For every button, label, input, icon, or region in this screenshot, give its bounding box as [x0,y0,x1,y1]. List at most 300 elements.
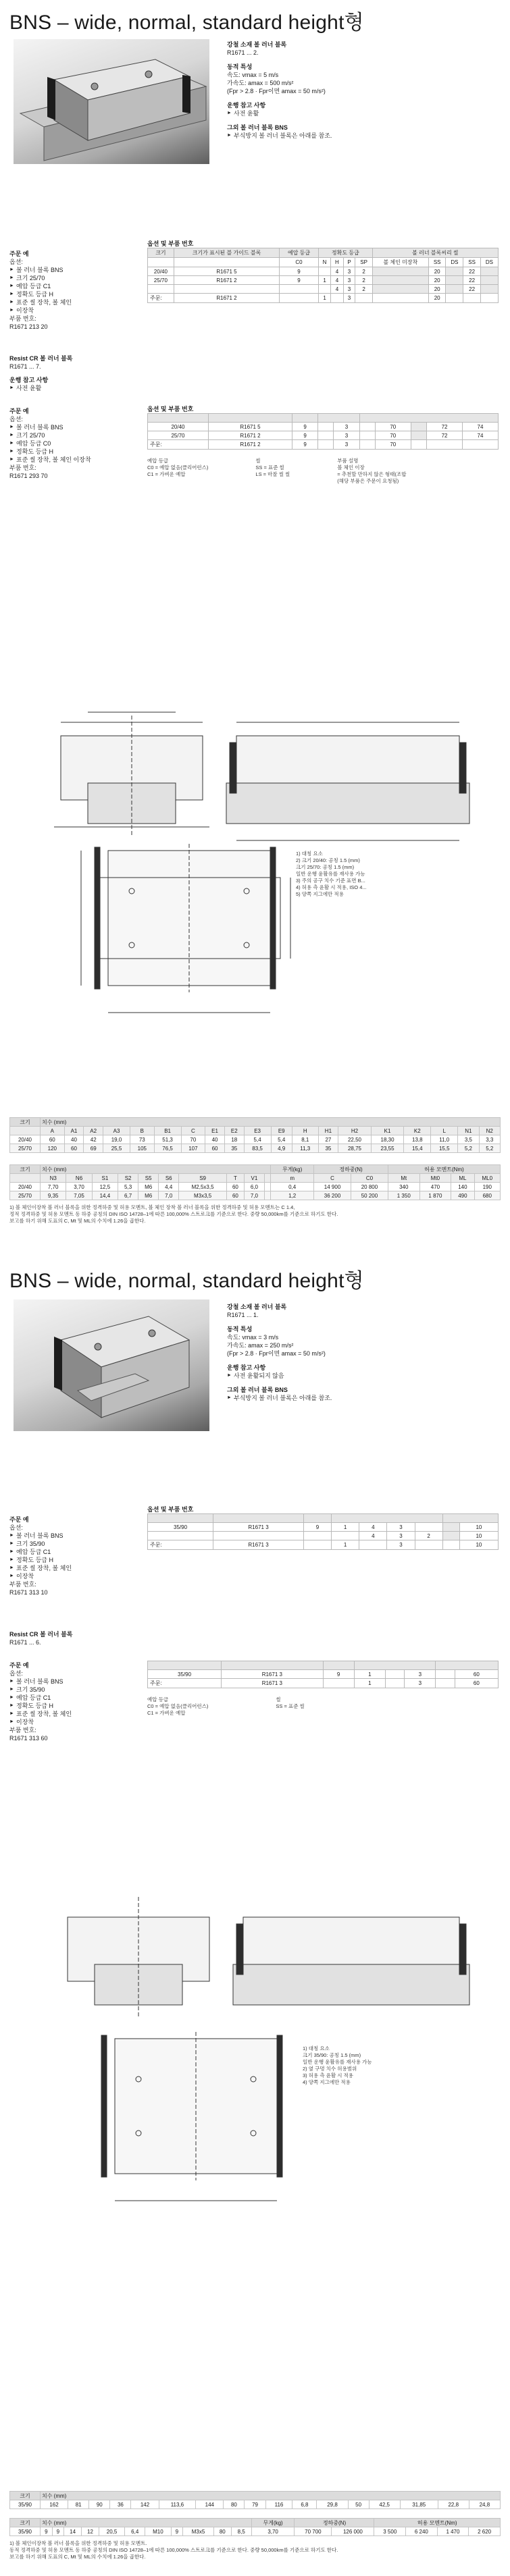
options-table-2 [147,1505,499,1550]
cell: 11,3 [292,1144,318,1153]
footnote: 동적 정격하중 및 허용 모멘트 동 하중 공칭의 DIN ISO 14728–1에 따른 100,000% 스트로크를 기준으로 한다. 중량 50,000km를 기준으로 하기도 한다. [9,2547,338,2553]
legend-title: 예압 등급 [147,458,169,464]
th: 크기 [10,1165,41,1174]
table-cell [264,1191,270,1200]
order-item: ► 볼 러너 블록 BNS [9,1532,131,1540]
cell: 12 [82,2527,99,2536]
table-cell [318,440,334,450]
table-cell [411,431,426,440]
dimension-table-1 [9,1117,501,1153]
cell: 3 [334,440,359,450]
table-cell [148,285,174,294]
cell: 470 [419,1183,451,1191]
cell: 22 [463,267,480,276]
order-item: ► 크기 35/90 [9,1686,145,1694]
cell: M6 [138,1191,159,1200]
table-cell: ML0 [474,1174,500,1183]
table-cell [480,276,498,285]
table-cell: N6 [66,1174,92,1183]
cell: 18,30 [371,1135,404,1144]
cell: 60 [226,1183,244,1191]
table-cell [213,1532,304,1540]
th: 치수 (mm) [41,1165,271,1174]
table-title: 옵션 및 부품 번호 [147,1506,194,1513]
table-cell [292,414,317,423]
cell: 3 [343,276,355,285]
note-line: 4) 양쪽 지그에만 적용 [303,2079,351,2085]
note-line: 4) 허용 측 윤활 시 적용, ISO 4... [296,884,367,890]
cell: 105 [130,1144,155,1153]
cell: 7,70 [41,1183,66,1191]
order-item: ► 정확도 등급 H [9,1702,145,1710]
cell: M3x5 [183,2527,214,2536]
cell: 19,0 [103,1135,130,1144]
cell: 9 [52,2527,64,2536]
table-cell: S6 [159,1174,179,1183]
cell: 3 [405,1679,436,1688]
order-item: ► 볼 러너 블록 BNS [9,266,131,274]
cell: 20 [428,267,445,276]
cell: 73 [130,1135,155,1144]
drawing-notes-2 [303,2045,438,2086]
table-cell [331,294,343,303]
cell: 3 [343,294,355,303]
th: 무게(kg) [251,2519,295,2527]
cell: 25/70 [148,276,174,285]
cell: R1671 3 [222,1679,323,1688]
legend-item: LS = 마찰 씰 씰 [255,471,290,477]
table-cell [280,285,319,294]
cell: R1671 3 [213,1540,304,1550]
table-cell: E1 [205,1127,225,1135]
cell: R1671 2 [174,294,279,303]
table-cell: H1 [318,1127,338,1135]
cell: 83,5 [244,1144,271,1153]
cell: 6,4 [125,2527,145,2536]
table-cell [148,414,209,423]
table-cell [222,1661,323,1670]
table-cell: N1 [458,1127,479,1135]
table-cell: E2 [224,1127,244,1135]
cell: 3,3 [479,1135,500,1144]
resist-title: Resist CR 볼 러너 블록 [9,355,73,362]
table-title: 옵션 및 부품 번호 [147,240,194,247]
cell: 3 [343,285,355,294]
cell: 140 [451,1183,474,1191]
table-cell: L [431,1127,458,1135]
table-cell [480,285,498,294]
legend-title: 씰 [255,458,261,464]
th: 크기 [10,1118,41,1127]
product-photo [14,39,209,164]
dyn-title: 동적 특성 [227,63,253,70]
legend-title: 예압 등급 [147,1696,169,1702]
note-line: 일반 운행 윤활유를 재사용 가능 [296,871,365,877]
cell: 1,2 [271,1191,314,1200]
cell: 1 [354,1679,385,1688]
cell: 22 [463,285,480,294]
cell: 35 [318,1144,338,1153]
legend-item: C1 = 가벼운 예압 [147,1710,186,1716]
cell: 60 [41,1135,65,1144]
th: 크기 [148,248,174,258]
cell: 주문: [148,294,174,303]
cell: 8,5 [231,2527,251,2536]
cell: 60 [64,1144,84,1153]
th: 볼 체인 미장착 [372,258,428,267]
resist-title: Resist CR 볼 러너 블록 [9,1631,73,1638]
resist-cr-block-2 [9,1630,145,1742]
th: C0 [280,258,319,267]
part-label: 부품 번호: [9,315,36,322]
table-cell [264,1183,270,1191]
order-item: ► 예압 등급 C1 [9,1548,131,1556]
cell: 2 [415,1532,442,1540]
options-table-1 [147,240,499,303]
cell: 1 [318,294,330,303]
cell: 5,2 [458,1144,479,1153]
order-item: ► 정확도 등급 H [9,448,145,456]
cell: 490 [451,1191,474,1200]
th: H [331,258,343,267]
options-label: 옵션: [9,1524,23,1531]
table-cell [359,414,498,423]
table-cell: C [314,1174,351,1183]
table-cell [213,1514,304,1523]
cell: 25,5 [103,1144,130,1153]
cell: 70 [375,440,411,450]
cell: 9 [303,1523,331,1532]
cell: 22,50 [338,1135,372,1144]
table-cell: K1 [371,1127,404,1135]
cr-title: 그외 볼 러너 블록 BNS [227,1387,288,1393]
note-line: 1) 대칭 요소 [303,2045,330,2051]
cell: 3 [405,1670,436,1679]
cr-title: 그외 볼 러너 블록 BNS [227,124,288,131]
note-line: 일반 운행 윤활유를 재사용 가능 [303,2059,372,2065]
options-table-2b [147,1661,499,1717]
table-cell [303,1514,331,1523]
resist-ref-item: ► 사전 윤활 [9,384,145,392]
spec-header-2 [227,1303,497,1402]
table-cell [436,1679,455,1688]
table-cell: A2 [84,1127,103,1135]
cell: 8,1 [292,1135,318,1144]
note-line: 크기 35/90: 공칭 1.5 (mm) [303,2052,361,2058]
cell: 주문: [148,1540,213,1550]
part-number: R1671 313 60 [9,1735,48,1742]
cell: 6 240 [406,2527,438,2536]
cell: 1 470 [437,2527,469,2536]
dyn-accel2: (Fpr > 2.8 · Fpr이면 amax = 50 m/s²) [227,1350,326,1357]
cell: 7,05 [66,1191,92,1200]
note-line: 크기 25/70: 공칭 1.5 (mm) [296,864,355,870]
cell: 4 [331,276,343,285]
cell: 20/40 [10,1183,41,1191]
table-cell [318,414,359,423]
cell: 4 [331,267,343,276]
dyn-accel: 가속도: amax = 500 m/s² [227,80,294,86]
cell: 42 [84,1135,103,1144]
cell: 20/40 [148,423,209,431]
note-line: 3) 허용 측 윤활 시 적용 [303,2072,354,2078]
cell: 3 [334,431,359,440]
table-cell: K2 [404,1127,431,1135]
table-cell [359,1540,387,1550]
table-cell [385,1679,404,1688]
drawing-notes [296,851,431,898]
cell: 1 [332,1540,359,1550]
order-example-2 [9,1515,131,1596]
page-title: BNS – wide, normal, standard height형 [9,11,364,34]
cell: R1671 3 [222,1670,323,1679]
th: 볼 러너 블록씨리 씰 [372,248,498,258]
cell: 18 [224,1135,244,1144]
order-item: ► 볼 러너 블록 BNS [9,423,145,431]
table-cell [442,1514,498,1523]
th: 크기가 표시된 블 가이드 블록 [174,248,279,258]
cell [436,1670,455,1679]
cell: 69 [84,1144,103,1153]
cell: 10 [459,1532,498,1540]
order-item: ► 예압 등급 C1 [9,282,131,290]
legend-item: SS = 표준 씰 [276,1703,305,1709]
cell: 126 000 [332,2527,374,2536]
table-cell [463,294,480,303]
cell: 74 [463,423,499,431]
table-cell [411,423,426,431]
part-label: 부품 번호: [9,1727,36,1734]
table-cell [332,1514,443,1523]
order-title: 주문 예 [9,1516,29,1523]
cell: 340 [388,1183,419,1191]
table-cell: H [292,1127,318,1135]
note-line: 2) 크기 20/40: 공칭 1.5 (mm) [296,857,360,863]
ref-title: 운행 참고 사항 [227,1364,266,1371]
ref-title: 운행 참고 사항 [227,102,266,109]
cell: 22,8 [438,2500,469,2509]
cell: 4 [359,1532,387,1540]
cell: 29,8 [317,2500,348,2509]
cell: 1 [354,1670,385,1679]
cell: 70 700 [295,2527,332,2536]
table-cell [148,1532,213,1540]
cell: 20/40 [10,1135,41,1144]
page-title-2: BNS – wide, normal, standard height형 [9,1270,364,1292]
cell: 3 [343,267,355,276]
block-part: R1671 ... 1. [227,1312,259,1318]
cell [415,1523,442,1532]
table-cell: A1 [64,1127,84,1135]
table-cell [446,276,463,285]
cr-item: ► 부식방지 볼 러너 블록은 아래를 참조. [227,132,497,140]
rail-block-illustration-2 [14,1299,209,1431]
cell [323,1679,354,1688]
cell: 36 200 [314,1191,351,1200]
cell: 76,5 [154,1144,181,1153]
th: P [343,258,355,267]
block-name: 강철 소재 볼 러너 블록 [227,1304,287,1310]
table-cell: E3 [244,1127,271,1135]
dyn-speed: 속도: vmax = 3 m/s [227,1334,279,1341]
cell: 22 [463,276,480,285]
cell: 40 [64,1135,84,1144]
cell: 14 [64,2527,82,2536]
part-label: 부품 번호: [9,1581,36,1588]
order-item: ► 크기 35/90 [9,1540,131,1548]
cell: 50 200 [351,1191,388,1200]
cell: 9 [41,2527,53,2536]
cell: 31,85 [400,2500,438,2509]
cell: 25/70 [148,431,209,440]
table-cell: A3 [103,1127,130,1135]
cell: 9 [280,267,319,276]
cell: 10 [459,1540,498,1550]
cell: R1671 3 [213,1523,304,1532]
legend-item: C1 = 가벼운 예압 [147,471,186,477]
cell: 27 [318,1135,338,1144]
cell: 80 [224,2500,245,2509]
table-cell: Mt [388,1174,419,1183]
table-cell [446,267,463,276]
cell: 9,35 [41,1191,66,1200]
cell: 2 620 [469,2527,501,2536]
order-title: 주문 예 [9,1662,29,1669]
load-table-1 [9,1164,501,1225]
dyn-accel: 가속도: amax = 250 m/s² [227,1342,294,1349]
cell: 7,0 [244,1191,264,1200]
table-cell: B [130,1127,155,1135]
cell [318,431,334,440]
th: 치수 (mm) [41,2519,252,2527]
cell: 12,5 [92,1183,118,1191]
cell: 13,8 [404,1135,431,1144]
th: 정하중(N) [314,1165,388,1174]
th: 무게(kg) [271,1165,314,1174]
cell: 60 [226,1191,244,1200]
block-name: 강철 소재 볼 러너 블록 [227,41,287,48]
cell: 10 [459,1523,498,1532]
cell: 9 [280,276,319,285]
footnote: 보고를 하기 위해 도표의 C, Mt 및 ML의 수치에 1.26을 곱한다. [9,2554,146,2560]
th: DS [480,258,498,267]
order-item: ► 이장착 [9,1572,131,1580]
table-cell [323,1661,354,1670]
dyn-title: 동적 특성 [227,1326,253,1333]
cell: 20 [428,285,445,294]
cell: 72 [427,423,463,431]
cell: 2 [355,276,372,285]
cell: 1 [318,276,330,285]
table-cell: T [226,1174,244,1183]
cell: 3 500 [374,2527,406,2536]
cell: 70 [181,1135,205,1144]
table-cell [372,267,428,276]
cell: 14 900 [314,1183,351,1191]
spec-header [227,41,497,140]
cell: 3 [387,1532,415,1540]
cell: 4,4 [159,1183,179,1191]
table-cell: B1 [154,1127,181,1135]
table-cell [174,285,279,294]
cell: 9 [292,440,317,450]
cell: 113,6 [159,2500,196,2509]
cell: R1671 5 [208,423,292,431]
resist-ref-title: 운행 참고 사항 [9,377,49,383]
order-item: ► 정확도 등급 H [9,1556,131,1564]
ref-item: ► 사전 윤활되지 않음 [227,1372,497,1380]
cell: 5,3 [118,1183,138,1191]
cell: 5,4 [271,1135,292,1144]
cell: 7,0 [159,1191,179,1200]
cell: 3,5 [458,1135,479,1144]
cell: 1 870 [419,1191,451,1200]
table-cell [415,1540,442,1550]
table-cell [174,258,279,267]
th: SP [355,258,372,267]
cell: 36 [110,2500,131,2509]
cell: 3,70 [66,1183,92,1191]
cell: 9 [292,431,317,440]
dyn-accel2: (Fpr > 2.8 · Fpr이면 amax = 50 m/s²) [227,88,326,95]
th: DS [446,258,463,267]
table-cell [436,1661,499,1670]
table-cell: S5 [138,1174,159,1183]
table-cell: ML [451,1174,474,1183]
th: 정하중(N) [295,2519,374,2527]
legend-item: = 추천할 만하지 않은 형태(조합 [337,471,407,477]
table-cell [264,1174,270,1183]
options-table-1b [147,405,499,485]
dyn-speed: 속도: vmax = 5 m/s [227,72,279,78]
order-item: ► 정확도 등급 H [9,290,131,298]
cell: 1 [332,1523,359,1532]
order-item: ► 표준 씰 장착, 볼 체인 이장착 [9,456,145,464]
cr-item: ► 부식방지 볼 러너 블록은 아래를 참조. [227,1394,497,1402]
legend-item: 볼 체인 이장 [337,464,365,471]
table-cell: S2 [118,1174,138,1183]
table-cell [446,285,463,294]
cell: 3 [387,1523,415,1532]
table-cell [355,294,372,303]
cell: 9 [292,423,317,431]
table-cell [446,294,463,303]
cell: 5,2 [479,1144,500,1153]
cell: 144 [196,2500,224,2509]
cell: 1 350 [388,1191,419,1200]
legend-item: C0 = 예압 없음(클리어런스) [147,464,209,471]
order-item: ► 크기 25/70 [9,274,131,282]
table-cell: E9 [271,1127,292,1135]
cell [385,1670,404,1679]
cell: 120 [41,1144,65,1153]
cell: R1671 2 [208,440,292,450]
cell: 20/40 [148,267,174,276]
table-cell [442,1540,459,1550]
cell: 3 [334,423,359,431]
order-item: ► 표준 씰 장착, 볼 체인 [9,1710,145,1718]
cell: 81 [68,2500,89,2509]
cell: 35 [224,1144,244,1153]
cell: M6 [138,1183,159,1191]
footnote: 1) 볼 체인이장착 볼 러너 블록을 위한 정격하중 및 허용 모멘트. [9,2540,147,2546]
cell [318,267,330,276]
cell: 15,5 [431,1144,458,1153]
table-cell: C [181,1127,205,1135]
th: 치수 (mm) [41,1118,501,1127]
legend-title: 씰 [276,1696,281,1702]
cell: 79 [245,2500,265,2509]
